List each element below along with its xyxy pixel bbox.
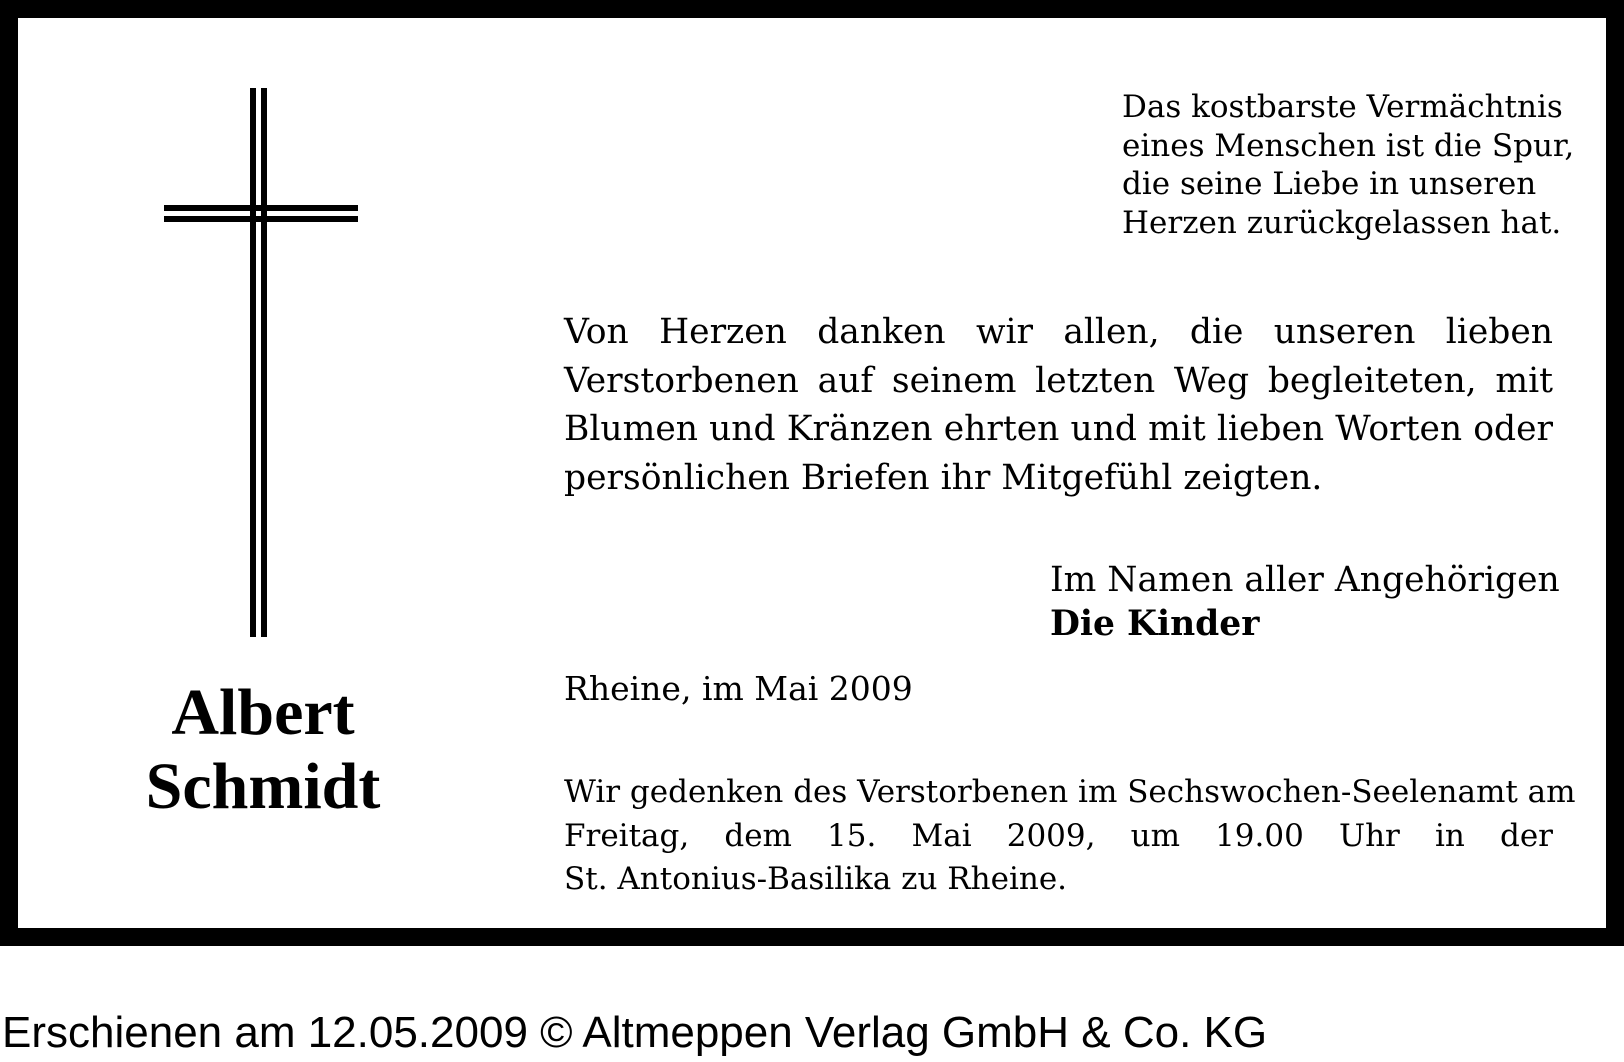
- quote-line: Herzen zurückgelassen hat.: [1122, 204, 1562, 241]
- signature: [1050, 558, 1560, 646]
- memorial-line: St. Antonius-Basilika zu Rheine.: [564, 861, 1068, 897]
- signature-family: Die Kinder: [1050, 604, 1260, 644]
- signature-line: Im Namen aller Angehörigen: [1050, 560, 1560, 600]
- thanks-line: Verstorbenen auf seinem letzten Weg begleiteten, mit: [564, 360, 1553, 401]
- cross-horizontal-bar: [164, 205, 358, 211]
- quote: [1122, 88, 1582, 242]
- thanks-line: Blumen und Kränzen ehrten und mit lieben Worten oder: [564, 409, 1553, 449]
- quote-line: die seine Liebe in unseren: [1122, 166, 1537, 202]
- cross-vertical-bar: [250, 88, 256, 637]
- deceased-first-name: Albert: [171, 676, 355, 749]
- memorial-service-paragraph: [564, 771, 1576, 902]
- publication-credit: Erschienen am 12.05.2009 © Altmeppen Verlag GmbH & Co. KG: [2, 1008, 1268, 1057]
- cross-vertical-bar: [261, 88, 267, 637]
- quote-line: eines Menschen ist die Spur,: [1122, 127, 1575, 164]
- memorial-line: Wir gedenken des Verstorbenen im Sechswochen-Seelenamt am: [564, 774, 1576, 810]
- place-date: Rheine, im Mai 2009: [564, 669, 913, 708]
- thanks-line: persönlichen Briefen ihr Mitgefühl zeigten.: [564, 457, 1323, 498]
- deceased-last-name: Schmidt: [145, 750, 381, 823]
- cross-horizontal-bar: [164, 216, 358, 222]
- quote-line: Das kostbarste Vermächtnis: [1122, 89, 1563, 125]
- deceased-name: [108, 676, 418, 824]
- cross-icon: [164, 88, 358, 637]
- thanks-paragraph: [564, 308, 1553, 502]
- memorial-line: Freitag, dem 15. Mai 2009, um 19.00 Uhr in der: [564, 817, 1553, 854]
- thanks-line: Von Herzen danken wir allen, die unseren lieben: [564, 312, 1553, 352]
